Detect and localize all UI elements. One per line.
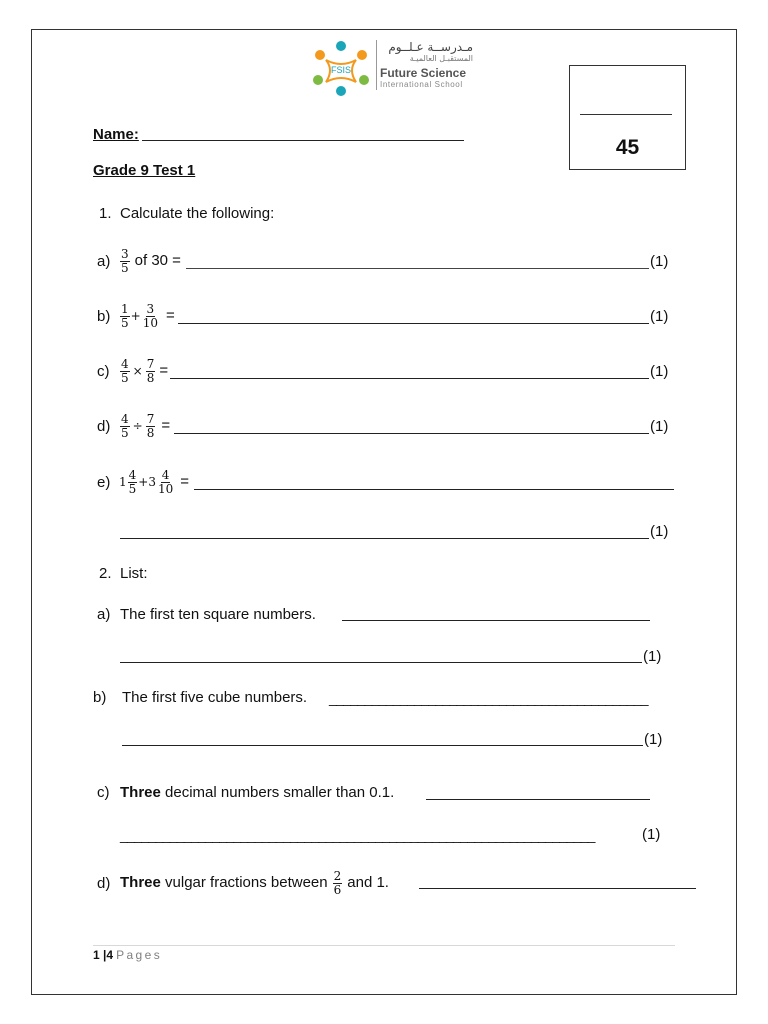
q1d-operator: ÷	[132, 419, 143, 433]
q2b-answer-line-2[interactable]	[122, 745, 643, 746]
score-total: 45	[615, 136, 640, 159]
q1e-fraction-2: $\frac{4}{10}$	[157, 467, 174, 496]
footer-separator: |	[99, 948, 107, 962]
score-blank[interactable]	[580, 114, 672, 115]
q1a-letter: a)	[97, 253, 111, 270]
q1-number: 1.	[99, 205, 112, 222]
q2c-letter: c)	[97, 784, 110, 801]
logo-school-sub: International School	[380, 80, 463, 89]
q1e-operator: +	[138, 475, 149, 489]
page-footer	[93, 948, 162, 962]
q2b-mark: (1)	[644, 731, 663, 748]
q1b-equals: =	[165, 307, 175, 324]
q2b-text: The first five cube numbers.	[122, 689, 308, 706]
fsis-emblem-icon	[306, 38, 376, 98]
q1d-fraction-1: $\frac{4}{5}$	[121, 411, 129, 440]
q1d-fraction-2: $\frac{7}{8}$	[146, 411, 155, 440]
q1d-mark: (1)	[650, 418, 669, 435]
q1d-expression	[119, 408, 170, 444]
q2a-text: The first ten square numbers.	[120, 606, 316, 623]
q1e-whole-2: 3	[148, 475, 156, 489]
q1a-expression	[119, 243, 181, 279]
q2a-mark: (1)	[643, 648, 662, 665]
q1e-whole-1: 1	[119, 475, 127, 489]
footer-rule	[93, 945, 675, 946]
test-title: Grade 9 Test 1	[93, 162, 196, 179]
name-answer-line[interactable]	[142, 140, 464, 141]
q1a-answer-line[interactable]	[186, 268, 649, 269]
q1d-letter: d)	[97, 418, 111, 435]
q2a-answer-line-1[interactable]	[342, 620, 650, 621]
q2-prompt: List:	[120, 565, 148, 582]
score-box	[569, 65, 686, 170]
q1d-answer-line[interactable]	[174, 433, 649, 434]
q1c-mark: (1)	[650, 363, 669, 380]
q2d-fraction: $\frac{2}{6}$	[333, 868, 342, 897]
name-label: Name:	[93, 126, 139, 143]
q1e-mark: (1)	[650, 523, 669, 540]
q1a-mark: (1)	[650, 253, 669, 270]
q1c-fraction-2: $\frac{7}{8}$	[146, 356, 155, 385]
q1b-fraction-2: $\frac{3}{10}$	[142, 301, 158, 330]
q2a-answer-line-2[interactable]	[120, 662, 642, 663]
q2c-bold: Three	[120, 784, 161, 801]
q1b-letter: b)	[97, 308, 111, 325]
q2b-letter: b)	[93, 689, 107, 706]
q2a-letter: a)	[97, 606, 111, 623]
q1c-expression	[119, 353, 168, 389]
q1d-equals: =	[161, 417, 171, 434]
q1e-fraction-1: $\frac{4}{5}$	[128, 467, 137, 496]
q2d-letter: d)	[97, 875, 111, 892]
q2d-text	[120, 865, 389, 901]
logo-arabic-name: مـدرســة عـلــوم	[388, 40, 473, 54]
school-logo	[306, 38, 476, 98]
q1b-mark: (1)	[650, 308, 669, 325]
q2c-text	[120, 784, 394, 802]
q1c-equals: =	[159, 362, 169, 379]
footer-total-pages: 4	[106, 948, 114, 962]
q2d-tail: and 1.	[347, 874, 389, 891]
q1e-equals: =	[180, 473, 190, 490]
q2d-rest: vulgar fractions between	[160, 874, 328, 891]
q1e-answer-line-2[interactable]	[120, 538, 649, 539]
q1c-answer-line[interactable]	[170, 378, 649, 379]
footer-page-number: 1	[93, 948, 100, 962]
q1c-fraction-1: $\frac{4}{5}$	[121, 356, 129, 385]
q1-prompt: Calculate the following:	[120, 205, 275, 222]
q1a-text: of 30 =	[134, 252, 181, 269]
q1e-expression	[119, 464, 189, 500]
logo-arabic-sub: المستقبـل العالميـة	[409, 54, 473, 63]
q1e-letter: e)	[97, 474, 111, 491]
q2c-rest: decimal numbers smaller than 0.1.	[160, 784, 395, 801]
q2-number: 2.	[99, 565, 112, 582]
q2c-answer-blank[interactable]: ___________________________________________________________________	[120, 827, 595, 843]
q1a-fraction: $\frac{3}{5}$	[121, 246, 129, 275]
svg-text:FSIS: FSIS	[330, 65, 352, 75]
q2c-mark: (1)	[642, 826, 661, 843]
footer-pages-word: Pages	[116, 948, 163, 962]
q2b-answer-blank[interactable]: _____________________________________________	[329, 690, 648, 706]
q1b-expression	[119, 298, 175, 334]
q1b-operator: +	[130, 309, 141, 323]
q1b-answer-line[interactable]	[178, 323, 649, 324]
logo-school-name: Future Science	[380, 66, 467, 80]
q2c-answer-line-1[interactable]	[426, 799, 650, 800]
q1e-answer-line-1[interactable]	[194, 489, 674, 490]
q1b-fraction-1: $\frac{1}{5}$	[121, 301, 129, 330]
q1c-letter: c)	[97, 363, 110, 380]
q1c-operator: ×	[132, 364, 143, 378]
q2d-bold: Three	[120, 874, 161, 891]
q2d-answer-line[interactable]	[419, 888, 696, 889]
